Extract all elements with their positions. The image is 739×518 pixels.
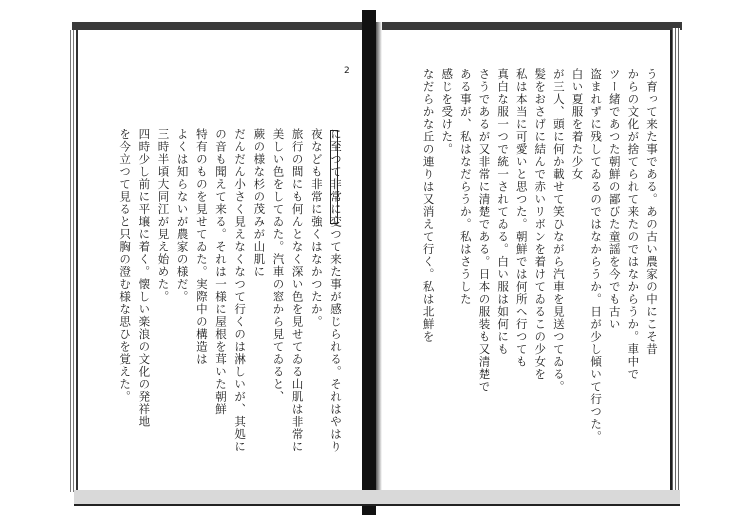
left-page bbox=[76, 30, 364, 492]
text-column: 私は本当に可愛いと思つた。朝鮮では何所へ行つても bbox=[514, 68, 529, 368]
right-page-stack bbox=[672, 28, 680, 494]
text-column: 蕨の様な杉の茂みが山肌に bbox=[252, 128, 267, 278]
text-column: 美しい色をしてゐた。汽車の窓から見てゐると、 bbox=[271, 128, 286, 403]
page-number: 2 bbox=[344, 66, 350, 76]
text-column: 盗まれずに残してゐるのではなからうか。日が少し傾いて行つた。 bbox=[589, 68, 604, 443]
bracket-mark bbox=[330, 130, 338, 224]
text-column: う育って来た事である。あの古い農家の中にこそ昔 bbox=[645, 68, 659, 356]
text-column: からの文化が捨てられて来たのではなからうか。車中で bbox=[626, 68, 641, 381]
text-column: だんだん小さく見えなくなつて行くのは淋しいが、其処に bbox=[233, 128, 248, 453]
text-column: を今立つて見ると只胸の澄む様な思ひを覚えた。 bbox=[118, 128, 133, 403]
text-column: 旅行の間にも何んとなく深い色を見せてゐる山肌は非常に bbox=[290, 128, 305, 453]
text-column: よくは知らないが農家の様だ。 bbox=[175, 128, 190, 303]
text-column: さうであるが又非常に清楚である。日本の服装も又清楚で bbox=[477, 68, 492, 393]
text-column: ツー緒であつた朝鮮の鄙びた童謡を今でも古い bbox=[607, 68, 622, 331]
text-column: 白い夏服を着た少女 bbox=[570, 68, 585, 181]
book-bottom-edge bbox=[74, 490, 680, 506]
text-column: の音も聞えて来る。それは一様に屋根を茸いた朝鮮 bbox=[214, 128, 228, 416]
book-spine bbox=[362, 10, 376, 515]
text-column: 特有のものを見せてゐた。実際中の構造は bbox=[194, 128, 209, 366]
text-column: に至つて非常に変つて来た事が感じられる。それはやはり bbox=[329, 128, 343, 453]
text-column: 髪をおさげに結んで赤いリボンを着けてゐるこの少女を bbox=[533, 68, 548, 381]
text-column: 真白な服一つで統一されてゐる。白い服は如何にも bbox=[496, 68, 511, 356]
text-column: が三人、頭に何か載せて笑ひながら汽車を見送つてゐる。 bbox=[551, 68, 566, 393]
text-column: 夜なども非常に強くはなかつたか。 bbox=[309, 128, 324, 328]
text-column: ある事が、私はなだらうか。私はさうした bbox=[458, 68, 473, 306]
right-page bbox=[382, 30, 673, 492]
text-column: 三時半頃大同江が見え始めた。 bbox=[156, 128, 171, 303]
text-column: なだらかな丘の連りは又消えて行く。私は北鮮を bbox=[421, 68, 436, 343]
text-column: 四時少し前に平壌に着く。懐しい楽浪の文化の発祥地 bbox=[137, 128, 152, 428]
text-column: 感じを受けた。 bbox=[440, 68, 455, 156]
